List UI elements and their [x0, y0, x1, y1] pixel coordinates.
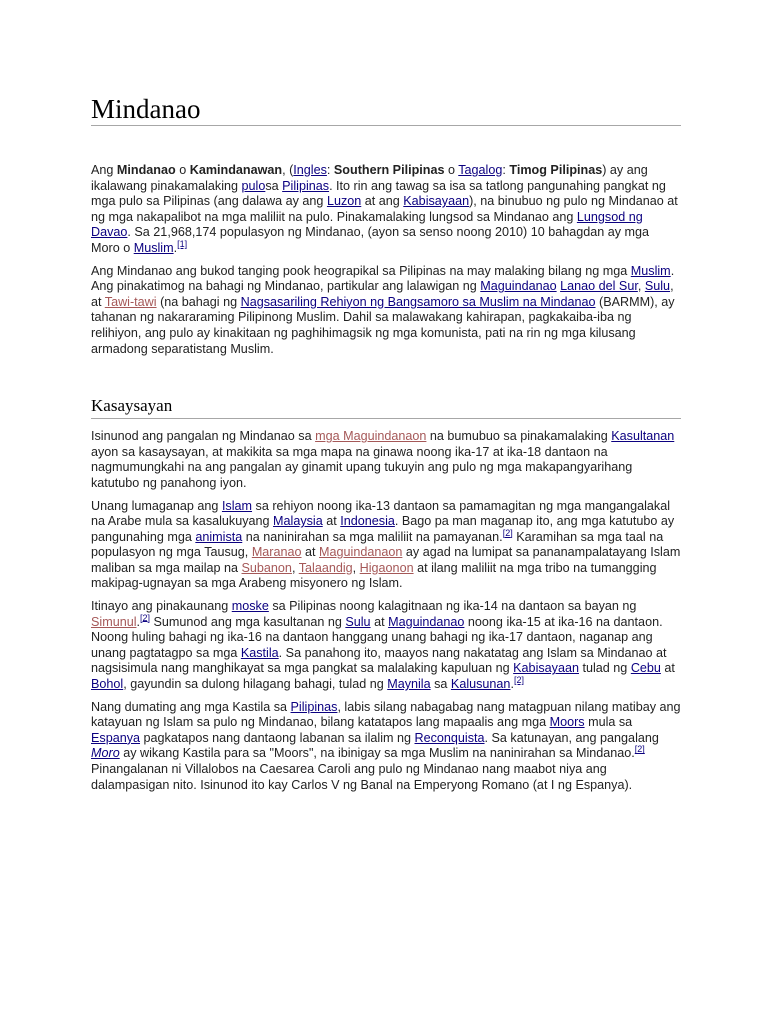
link-maguindanao[interactable]: Maguindanao [388, 614, 465, 629]
text-run: . Sa panahong ito, maayos nang nakatatag ang Islam sa Mindanao at nagsisimula nang manghikayat sa mga pangkat sa malalaking kapuluan ng [91, 645, 667, 676]
page-title: Mindanao [91, 94, 681, 126]
text-run: . Bago pa man maganap ito, ang mga katutubo ay pangunahing mga [91, 514, 675, 544]
link-muslim[interactable]: Muslim [630, 263, 671, 278]
link-animista[interactable]: animista [195, 529, 243, 544]
citation-ref [503, 528, 513, 538]
link-maguindanao[interactable]: Maguindanao [480, 279, 557, 294]
text-run: : [502, 163, 510, 177]
text-run: tulad ng [578, 661, 631, 676]
text-run: , labis silang nabagabag nang matagpuan nilang matibay ang katayuan ng Islam sa pulo ng Mindanao, bilang katatapos lang mapaalis ang mga [91, 699, 681, 730]
link-malaysia[interactable]: Malaysia [273, 514, 323, 529]
text-run: at [322, 514, 341, 529]
text-run: pagkatapos nang dantaong labanan sa ilalim ng [140, 730, 415, 745]
text-run: , [352, 560, 360, 575]
text-run: Ang [91, 163, 117, 177]
citation-link[interactable]: [2] [634, 744, 645, 755]
text-run: (BARMM), ay tahanan ng nakararaming Pilipinong Muslim. Dahil sa malawakang kahirapan, pagkakaiba-iba ng relihiyon, ang pulo ay kinakitaan ng paghihimagsik ng mga komunista, pati na rin ng mga kilusang armadong separatistang Muslim. [91, 294, 675, 356]
link-talaandig[interactable]: Talaandig [298, 560, 353, 575]
text-run: ) ay ang ikalawang pinakamalaking [91, 163, 648, 193]
text-run: at [370, 614, 389, 629]
text-run: at ilang maliliit na mga tribo na tumangging makipag-ugnayan sa mga Arabeng misyonero ng Islam. [91, 560, 657, 591]
text-run: , [291, 560, 299, 575]
link-mga-maguindanaon[interactable]: mga Maguindanaon [315, 429, 427, 444]
text-run: sa [430, 677, 451, 692]
link-pilipinas[interactable]: Pilipinas [290, 699, 338, 714]
text-run: ayon sa kasaysayan, at makikita sa mga mapa na ginawa noong ika-17 at ika-18 dantaon na nagmumungkahi na ang pangalan ay ginamit upang tukuyin ang pulo ng mga makapangyarihang katutubo ng panahong iyon. [91, 444, 633, 490]
link-nagsasariling-rehiyon-ng-bangsamoro-sa-muslim-na-mindanao[interactable]: Nagsasariling Rehiyon ng Bangsamoro sa Muslim na Mindanao [240, 294, 596, 309]
history-paragraph-3 [91, 599, 681, 693]
link-pilipinas[interactable]: Pilipinas [282, 178, 330, 193]
text-run: ), na binubuo ng pulo ng Mindanao at ng mga nakapalibot na mga maliliit na pulo. Pinakamalaking lungsod sa Mindanao ang [91, 194, 678, 224]
bold-term: Southern Pilipinas [333, 163, 445, 177]
link-tagalog[interactable]: Tagalog [458, 163, 503, 177]
link-cebu[interactable]: Cebu [630, 661, 661, 676]
text-run: (na bahagi ng [156, 294, 241, 309]
text-run: : [326, 163, 334, 177]
citation-link[interactable]: [2] [513, 674, 524, 685]
text-run: . Sa 21,968,174 populasyon ng Mindanao, (ayon sa senso noong 2010) 10 bahagdan ay mga Moro o [91, 225, 650, 255]
link-bohol[interactable]: Bohol [91, 677, 124, 692]
link-maguindanaon[interactable]: Maguindanaon [319, 545, 403, 560]
link-sulu[interactable]: Sulu [345, 614, 371, 629]
section-heading-kasaysayan: Kasaysayan [91, 395, 681, 419]
text-run: Isinunod ang pangalan ng Mindanao sa [91, 429, 316, 444]
text-run: sa Pilipinas noong kalagitnaan ng ika-14 na dantaon sa bayan ng [268, 599, 637, 614]
link-islam[interactable]: Islam [221, 498, 253, 513]
italic-text: Moro [91, 746, 120, 761]
history-paragraph-4 [91, 700, 681, 794]
link-moro[interactable] [91, 746, 120, 760]
bold-term: Timog Pilipinas [509, 163, 603, 177]
text-run: noong ika-15 at ika-16 na dantaon. Noong huling bahagi ng ika-16 na dantaon hanggang unang bahagi ng ika-17 dantaon, naganap ang unang pagtatagpo sa mga [91, 614, 663, 660]
citation-ref [635, 744, 645, 754]
text-run: . [510, 677, 514, 692]
link-kabisayaan[interactable]: Kabisayaan [513, 661, 579, 676]
citation-ref [177, 239, 187, 249]
text-run: na naninirahan sa mga maliliit na pamayanan. [242, 529, 503, 544]
text-run: Pinangalanan ni Villalobos na Caesarea Caroli ang pulo ng Mindanao nang maabot niya ang dalampasigan nito. Isinunod ito kay Carlos V ng Banal na Emperyong Romano (at I ng Espanya). [91, 762, 633, 792]
citation-link[interactable]: [1] [177, 238, 188, 249]
text-run: Nang dumating ang mga Kastila sa [91, 699, 291, 714]
link-kabisayaan[interactable]: Kabisayaan [403, 194, 470, 209]
citation-link[interactable]: [2] [502, 527, 513, 538]
text-run: ay agad na lumipat sa pananampalatayang Islam maliban sa mga mailap na [91, 545, 681, 575]
link-maynila[interactable]: Maynila [387, 677, 431, 692]
text-run: . [173, 240, 178, 255]
link-espanya[interactable]: Espanya [91, 730, 141, 745]
link-reconquista[interactable]: Reconquista [414, 730, 485, 745]
text-run: at [660, 661, 675, 676]
link-subanon[interactable]: Subanon [241, 560, 292, 575]
text-run: sa rehiyon noong ika-13 dantaon sa pamamagitan ng mga mangangalakal na Arabe mula sa kasalukuyang [91, 498, 671, 529]
link-kastila[interactable]: Kastila [240, 645, 279, 660]
text-run: , [637, 279, 645, 294]
link-moske[interactable]: moske [231, 599, 269, 614]
link-simunul[interactable]: Simunul [91, 614, 137, 629]
text-run: sa [265, 178, 283, 193]
history-paragraph-1 [91, 429, 681, 491]
text-run: na bumubuo sa pinakamalaking [426, 429, 612, 444]
text-run: Ang Mindanao ang bukod tanging pook heograpikal sa Pilipinas na may malaking bilang ng mga [91, 263, 631, 278]
link-kalusunan[interactable]: Kalusunan [450, 677, 511, 692]
text-run: . Ang pinakatimog na bahagi ng Mindanao, partikular ang lalawigan ng [91, 263, 675, 294]
link-ingles[interactable]: Ingles [293, 163, 327, 177]
link-sulu[interactable]: Sulu [644, 279, 671, 294]
text-run: at ang [361, 194, 404, 209]
text-run: Itinayo ang pinakaunang [91, 599, 232, 614]
link-pulo[interactable]: pulo [241, 178, 266, 193]
link-kasultanan[interactable]: Kasultanan [611, 429, 675, 444]
text-run: Unang lumaganap ang [91, 498, 222, 513]
text-run: . Sa katunayan, ang pangalang [484, 730, 659, 745]
link-lanao-del-sur[interactable]: Lanao del Sur [560, 279, 638, 294]
citation-link[interactable]: [2] [140, 612, 151, 623]
text-run: Sumunod ang mga kasultanan ng [150, 614, 346, 629]
citation-ref [514, 675, 524, 685]
text-run: mula sa [584, 715, 633, 730]
text-run: , gayundin sa dulong hilagang bahagi, tulad ng [123, 677, 388, 692]
link-muslim[interactable]: Muslim [133, 240, 174, 255]
link-higaonon[interactable]: Higaonon [359, 560, 414, 575]
link-maranao[interactable]: Maranao [251, 545, 302, 560]
intro-paragraph-1 [91, 163, 681, 257]
text-run: o [444, 163, 459, 177]
text-run: Karamihan sa mga taal na populasyon ng mga Tausug, [91, 529, 664, 560]
link-moors[interactable]: Moors [549, 715, 585, 730]
citation-ref [140, 612, 150, 622]
bold-term: Kamindanawan [189, 163, 283, 177]
link-indonesia[interactable]: Indonesia [340, 514, 395, 529]
article [91, 94, 681, 800]
text-run: ay wikang Kastila para sa "Moors", na ibinigay sa mga Muslim na naninirahan sa Mindanao. [119, 746, 635, 761]
link-luzon[interactable]: Luzon [326, 194, 362, 209]
bold-term: Mindanao [116, 163, 176, 177]
text-run: o [175, 163, 190, 177]
text-run: , ( [282, 163, 294, 177]
text-run: at [301, 545, 320, 560]
link-lungsod-ng-davao[interactable]: Lungsod ng Davao [91, 209, 643, 240]
intro-paragraph-2 [91, 264, 681, 358]
text-run: . Ito rin ang tawag sa isa sa tatlong pangunahing pangkat ng mga pulo sa Pilipinas (ang dalawa ay ang [91, 178, 666, 209]
text-run: . [136, 614, 140, 629]
link-tawi-tawi[interactable]: Tawi-tawi [104, 294, 157, 309]
history-paragraph-2 [91, 499, 681, 593]
text-run: , at [91, 279, 674, 309]
